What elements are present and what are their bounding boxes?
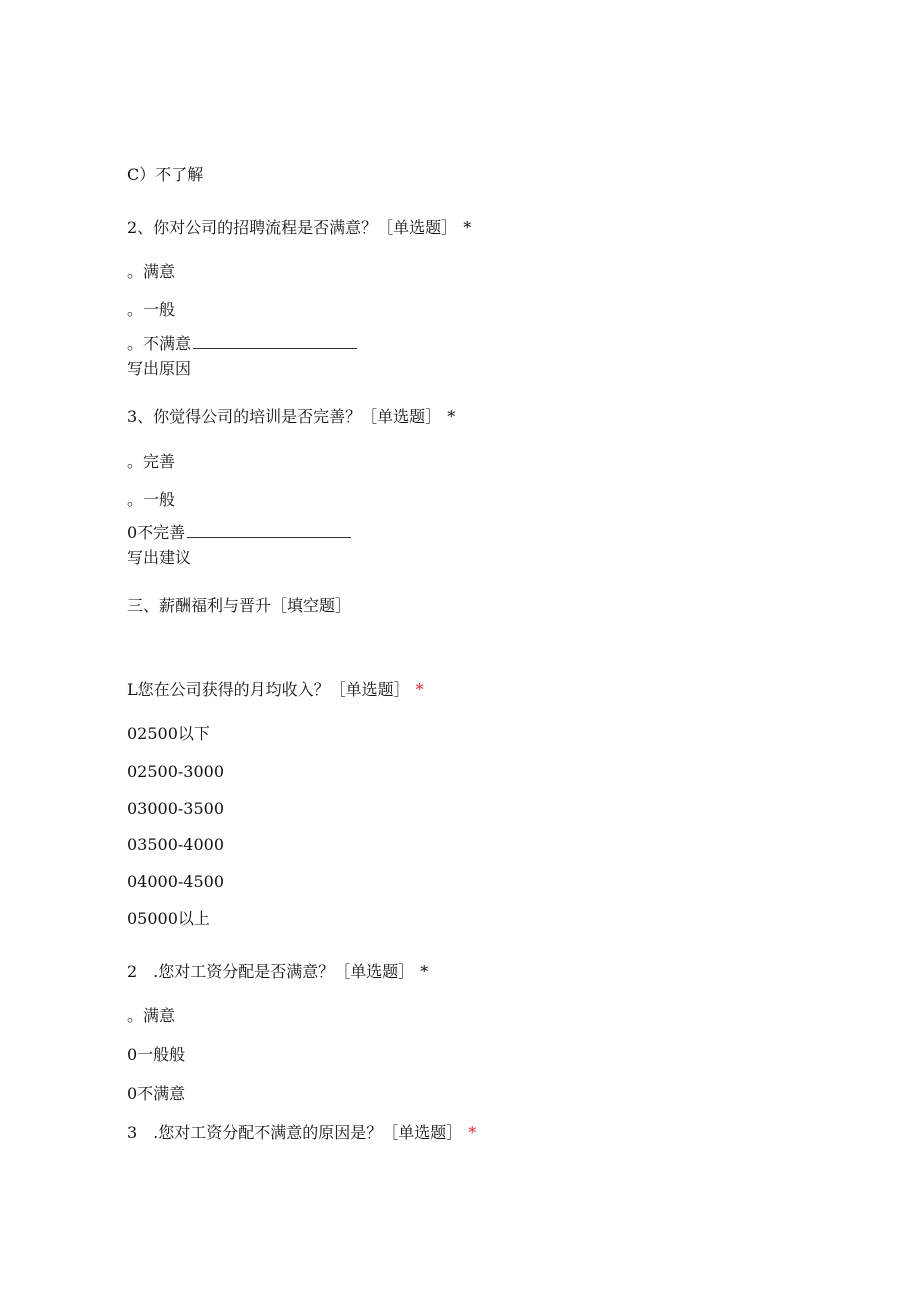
required-marker: * xyxy=(463,218,472,237)
q3-note: 写出建议 xyxy=(127,548,192,567)
s3-question-2-title xyxy=(127,962,428,982)
q3-option-complete[interactable]: 。完善 xyxy=(127,452,176,471)
required-marker: * xyxy=(420,962,429,981)
income-option-2[interactable]: 02500-3000 xyxy=(127,762,225,781)
wage-option-satisfied[interactable]: 。满意 xyxy=(127,1006,176,1025)
income-option-1[interactable]: 02500以下 xyxy=(127,724,210,743)
q2-note: 写出原因 xyxy=(127,359,192,378)
income-option-3[interactable]: 03000-3500 xyxy=(127,799,225,818)
income-option-5[interactable]: 04000-4500 xyxy=(127,872,225,891)
question-title-text: L您在公司获得的月均收入？［单选题］ xyxy=(127,680,410,699)
wage-option-average[interactable]: 0一般般 xyxy=(127,1045,186,1064)
section-3-heading: 三、薪酬福利与晋升［填空题］ xyxy=(127,596,352,615)
option-c-text: C）不了解 xyxy=(127,165,204,184)
q3-option-incomplete[interactable] xyxy=(127,523,351,543)
question-title-text: 3、你觉得公司的培训是否完善？［单选题］ xyxy=(127,407,442,426)
q2-option-average[interactable]: 。一般 xyxy=(127,300,176,319)
s3-question-1-title xyxy=(127,680,424,700)
question-title-text: 3 .您对工资分配不满意的原因是？［单选题］ xyxy=(127,1123,463,1142)
required-marker: * xyxy=(415,680,424,699)
income-option-4[interactable]: 03500-4000 xyxy=(127,835,225,854)
question-3-title xyxy=(127,407,455,427)
required-marker: * xyxy=(447,407,456,426)
option-label: 。不满意 xyxy=(127,334,192,353)
wage-option-unsatisfied[interactable]: 0不满意 xyxy=(127,1084,186,1103)
required-marker: * xyxy=(468,1123,477,1142)
reason-blank-field[interactable] xyxy=(193,334,357,349)
s3-question-3-title xyxy=(127,1123,476,1143)
option-label: 0不完善 xyxy=(127,523,186,542)
question-2-title xyxy=(127,218,471,238)
q2-option-unsatisfied[interactable] xyxy=(127,334,357,354)
q2-option-satisfied[interactable]: 。满意 xyxy=(127,262,176,281)
q3-option-average[interactable]: 。一般 xyxy=(127,490,176,509)
suggestion-blank-field[interactable] xyxy=(187,523,351,538)
question-title-text: 2、你对公司的招聘流程是否满意？［单选题］ xyxy=(127,218,458,237)
income-option-6[interactable]: 05000以上 xyxy=(127,909,210,928)
question-title-text: 2 .您对工资分配是否满意？［单选题］ xyxy=(127,962,415,981)
